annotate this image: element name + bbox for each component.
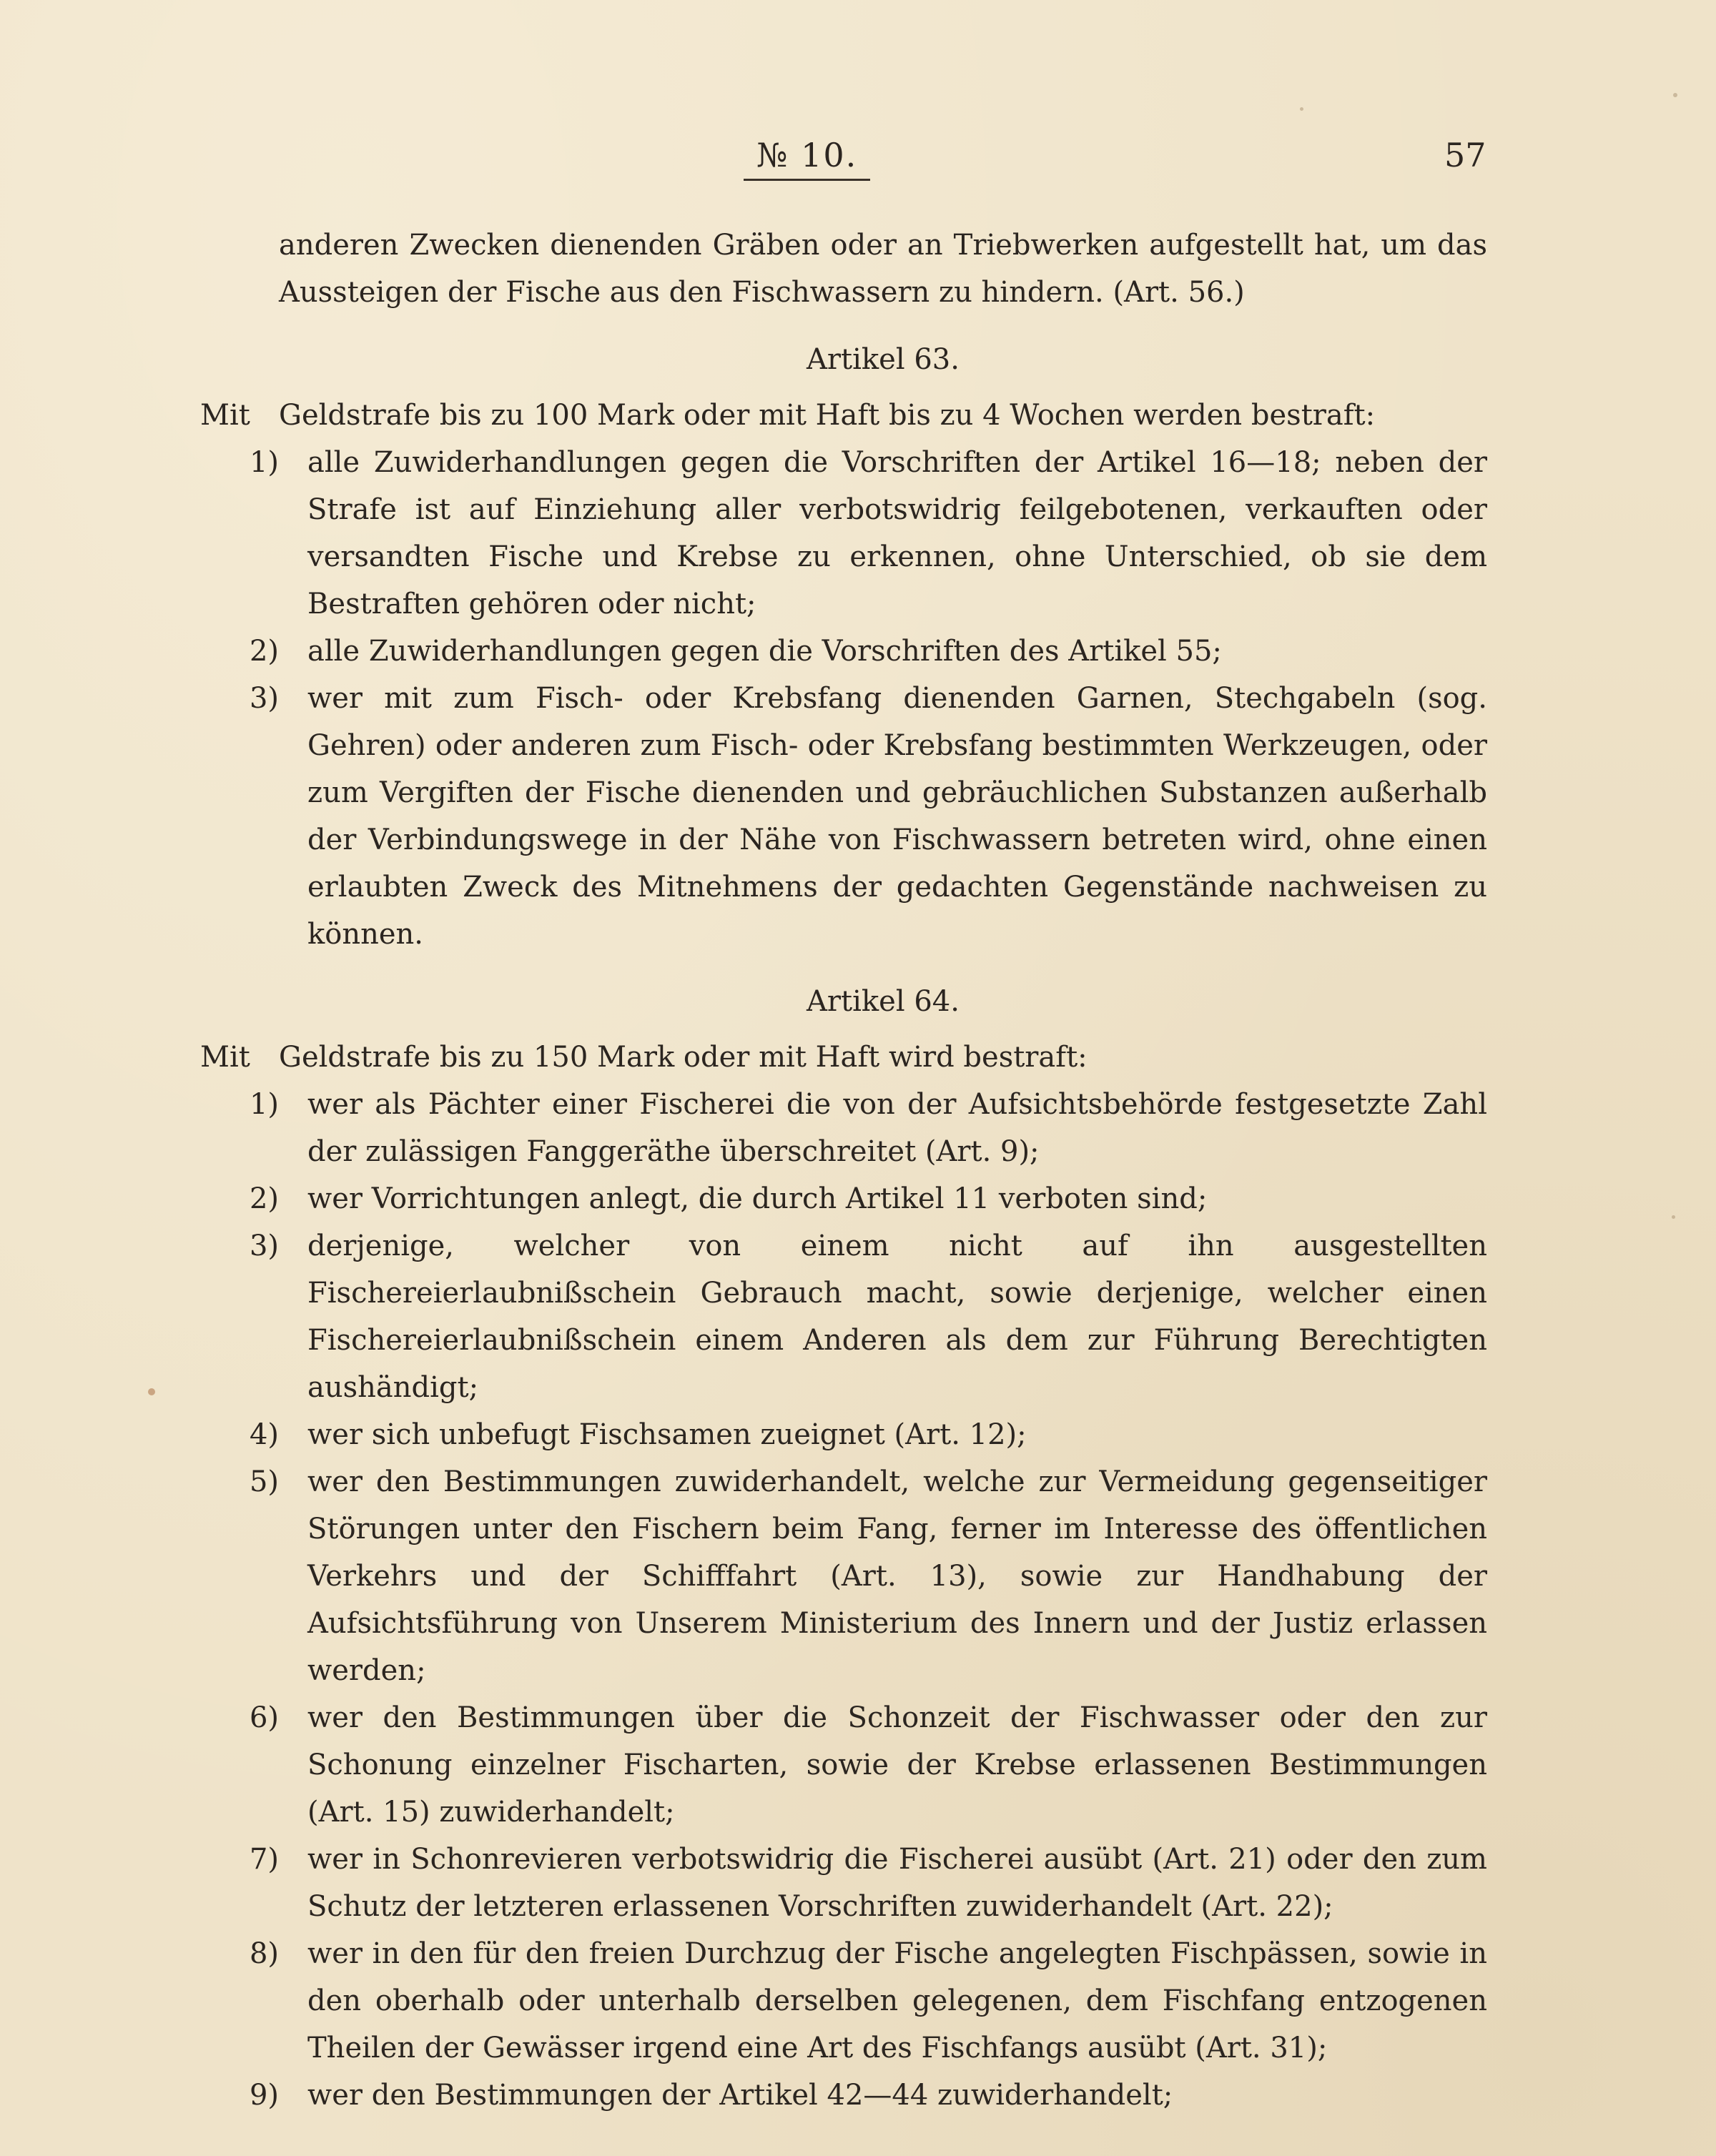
page-body: [200, 222, 1487, 2119]
article-intro-lead: Mit: [200, 1041, 250, 1074]
article-intro: [200, 392, 1487, 439]
article-section: [200, 336, 1487, 958]
item-text: wer Vorrichtungen anlegt, die durch Artikel 11 verboten sind;: [307, 1182, 1208, 1215]
item-number: 2): [249, 1182, 279, 1215]
list-item: [200, 1458, 1487, 1694]
paper-speck: [1672, 1215, 1675, 1219]
item-number: 9): [249, 2079, 279, 2112]
item-number: 8): [249, 1937, 279, 1970]
item-text: wer mit zum Fisch- oder Krebsfang dienenden Garnen, Stechgabeln (sog. Gehren) oder anderen zum Fisch- oder Krebsfang bestimmten Werkzeugen, oder zum Vergiften der Fische dienenden und gebräuchlichen Substanzen außerhalb der Verbindungswege in der Nähe von Fischwassern betreten wird, ohne einen erlaubten Zweck des Mitnehmens der gedachten Gegenstände nachweisen zu können.: [307, 682, 1487, 951]
article-intro-text: Geldstrafe bis zu 100 Mark oder mit Haft bis zu 4 Wochen werden bestraft:: [279, 399, 1376, 432]
list-item: [200, 1836, 1487, 1930]
item-number: 2): [249, 635, 279, 668]
list-item: [200, 675, 1487, 958]
item-number: 7): [249, 1843, 279, 1876]
paper-stain: [148, 1388, 155, 1395]
article-intro: [200, 1034, 1487, 1081]
paper-speck: [1300, 107, 1303, 111]
item-text: wer sich unbefugt Fischsamen zueignet (Art. 12);: [307, 1418, 1027, 1451]
item-text: wer in Schonrevieren verbotswidrig die Fischerei ausübt (Art. 21) oder den zum Schutz der letzteren erlassenen Vorschriften zuwiderhandelt (Art. 22);: [307, 1843, 1487, 1923]
list-item: [200, 1222, 1487, 1411]
page-header: [0, 136, 1716, 193]
page-number: 57: [1444, 136, 1486, 174]
article-section: [200, 978, 1487, 2119]
list-item: [200, 628, 1487, 675]
list-item: [200, 1930, 1487, 2072]
item-number: 1): [249, 446, 279, 479]
list-item: [200, 1175, 1487, 1222]
list-item: [200, 1081, 1487, 1175]
item-number: 1): [249, 1088, 279, 1121]
gazette-number: № 10.: [744, 136, 870, 181]
item-text: alle Zuwiderhandlungen gegen die Vorschriften der Artikel 16—18; neben der Strafe ist auf Einziehung aller verbotswidrig feilgebotenen, verkauften oder versandten Fische und Krebse zu erkennen, ohne Unterschied, ob sie dem Bestraften gehören oder nicht;: [307, 446, 1487, 620]
item-text: wer den Bestimmungen zuwiderhandelt, welche zur Vermeidung gegenseitiger Störungen unter den Fischern beim Fang, ferner im Interesse des öffentlichen Verkehrs und der Schifffahrt (Art. 13), sowie zur Handhabung der Aufsichtsführung von Unserem Ministerium des Innern und der Justiz erlassen werden;: [307, 1465, 1487, 1687]
item-number: 4): [249, 1418, 279, 1451]
item-text: alle Zuwiderhandlungen gegen die Vorschriften des Artikel 55;: [307, 635, 1222, 668]
item-text: wer in den für den freien Durchzug der Fische angelegten Fischpässen, sowie in den oberhalb oder unterhalb derselben gelegenen, dem Fischfang entzogenen Theilen der Gewässer irgend eine Art des Fischfangs ausübt (Art. 31);: [307, 1937, 1487, 2064]
article-heading: Artikel 63.: [807, 343, 960, 376]
list-item: [200, 2072, 1487, 2119]
item-text: wer als Pächter einer Fischerei die von der Aufsichtsbehörde festgesetzte Zahl der zulässigen Fanggeräthe überschreitet (Art. 9);: [307, 1088, 1487, 1168]
item-number: 6): [249, 1701, 279, 1734]
article-intro-text: Geldstrafe bis zu 150 Mark oder mit Haft wird bestraft:: [279, 1041, 1088, 1074]
list-item: [200, 1694, 1487, 1836]
opening-paragraph: anderen Zwecken dienenden Gräben oder an Triebwerken aufgestellt hat, um das Aussteigen der Fische aus den Fischwassern zu hindern. (Art. 56.): [279, 229, 1487, 309]
item-number: 5): [249, 1465, 279, 1498]
list-item: [200, 1411, 1487, 1458]
article-intro-lead: Mit: [200, 399, 250, 432]
item-number: 3): [249, 682, 279, 715]
item-text: wer den Bestimmungen der Artikel 42—44 zuwiderhandelt;: [307, 2079, 1173, 2112]
paper-speck: [1673, 93, 1677, 97]
article-heading: Artikel 64.: [807, 985, 960, 1018]
item-text: wer den Bestimmungen über die Schonzeit der Fischwasser oder den zur Schonung einzelner Fischarten, sowie der Krebse erlassenen Bestimmungen (Art. 15) zuwiderhandelt;: [307, 1701, 1487, 1829]
item-text: derjenige, welcher von einem nicht auf ihn ausgestellten Fischereierlaubnißschein Gebrauch macht, sowie derjenige, welcher einen Fischereierlaubnißschein einem Anderen als dem zur Führung Berechtigten aushändigt;: [307, 1230, 1487, 1404]
list-item: [200, 439, 1487, 628]
item-number: 3): [249, 1230, 279, 1262]
